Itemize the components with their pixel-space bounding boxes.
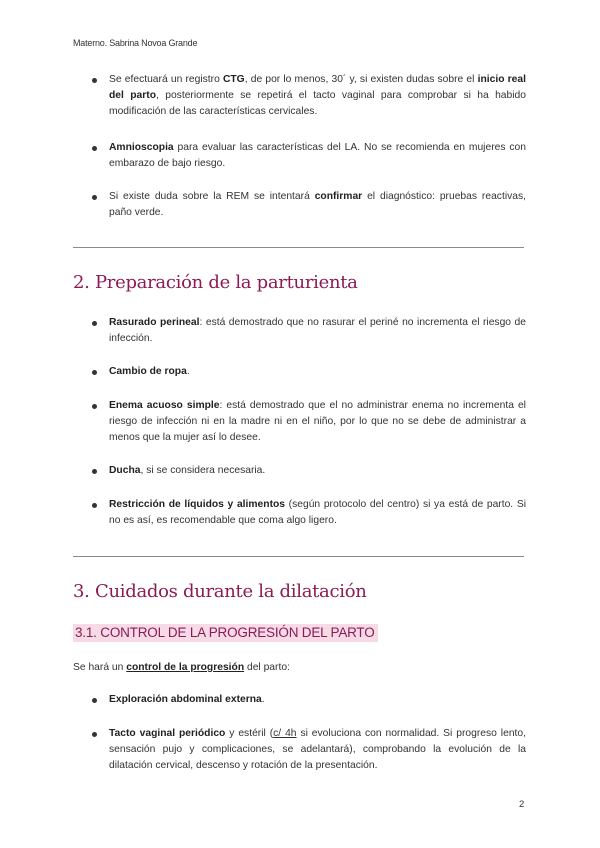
section-divider: [73, 556, 524, 557]
list-item-text: [109, 74, 526, 117]
text-run: Se hará un: [73, 662, 127, 673]
text-run: : está demostrado que el no administrar enema no incrementa el riesgo de infección ni en la madre ni en el niño, por lo que no se debe de administrar a menos que la mujer así lo desee.: [109, 400, 526, 443]
subsection-heading: 3.1. CONTROL DE LA PROGRESIÓN DEL PARTO: [73, 624, 378, 642]
text-run: .: [186, 366, 190, 377]
bullet-icon: [92, 469, 97, 474]
list-item: [109, 72, 526, 120]
list-item-text: [109, 728, 526, 771]
bullet-icon: [92, 321, 97, 326]
list-item: [109, 189, 526, 221]
list-item: [109, 726, 526, 774]
text-run: : está demostrado que no rasurar el periné no incrementa el riesgo de infección.: [109, 317, 526, 344]
list-item: [109, 364, 526, 380]
text-run: , de por lo menos, 30´ y, si existen dudas sobre el: [244, 74, 478, 85]
section2-heading: 2. Preparación de la parturienta: [73, 272, 358, 293]
text-run: , si se considera necesaria.: [140, 465, 266, 476]
bullet-icon: [92, 404, 97, 409]
emphasis-text: Enema acuoso simple: [109, 400, 220, 411]
intro-paragraph: [73, 660, 523, 676]
list-item: [109, 497, 526, 529]
emphasis-text: Exploración abdominal externa: [109, 694, 262, 705]
emphasis-text: confirmar: [314, 191, 363, 202]
list-item-text: [109, 694, 265, 705]
page-number: 2: [519, 799, 525, 810]
text-run: .: [261, 694, 265, 705]
text-run: del parto:: [244, 662, 290, 673]
emphasis-text: Ducha: [109, 465, 141, 476]
list-item-text: [109, 400, 526, 443]
list-item-text: [109, 317, 526, 344]
list-item: [109, 398, 526, 446]
text-run: Si existe duda sobre la REM se intentará: [109, 191, 315, 202]
page-header: Materno. Sabrina Novoa Grande: [73, 38, 198, 48]
section3-heading: 3. Cuidados durante la dilatación: [73, 581, 367, 602]
emphasis-text: inicio real del parto: [109, 74, 526, 101]
text-run: , posteriormente se repetirá el tacto vaginal para comprobar si ha habido modificación de las características cervicales.: [109, 90, 527, 117]
list-item-text: [109, 499, 526, 526]
bullet-icon: [92, 732, 97, 737]
bullet-icon: [92, 146, 97, 151]
list-item-text: [109, 191, 526, 218]
text-run: Se efectuará un registro: [109, 74, 223, 85]
list-item-text: [109, 465, 265, 476]
text-run: el diagnóstico: pruebas reactivas, paño verde.: [109, 191, 526, 218]
emphasis-text: Restricción de líquidos y alimentos: [109, 499, 286, 510]
list-item-text: [109, 142, 526, 169]
bullet-icon: [92, 698, 97, 703]
text-run: si evoluciona con normalidad. Si progreso lento, sensación pujo y complicaciones, se adelantará), comprobando la evolución de la dilatación cervical, descenso y rotación de la presentación.: [109, 728, 526, 771]
list-item: [109, 692, 526, 708]
emphasis-text: Rasurado perineal: [109, 317, 200, 328]
bullet-icon: [92, 195, 97, 200]
emphasis-text: CTG: [222, 74, 245, 85]
emphasis-text: Amnioscopia: [109, 142, 174, 153]
list-item: [109, 463, 526, 479]
bullet-icon: [92, 78, 97, 83]
list-item: [109, 315, 526, 347]
emphasis-text: Cambio de ropa: [109, 366, 187, 377]
section-divider: [73, 247, 524, 248]
bullet-icon: [92, 370, 97, 375]
text-run: y estéril (: [225, 728, 274, 739]
list-item-text: [109, 366, 190, 377]
emphasis-text: c/ 4h: [273, 728, 297, 739]
emphasis-text: [126, 662, 244, 673]
list-item: [109, 140, 526, 172]
text-run: (según protocolo del centro) si ya está de parto. Si no es así, es recomendable que coma algo ligero.: [109, 499, 526, 526]
text-run: para evaluar las características del LA. No se recomienda en mujeres con embarazo de bajo riesgo.: [109, 142, 526, 169]
emphasis-text: control de la progresión: [126, 662, 245, 673]
bullet-icon: [92, 503, 97, 508]
emphasis-text: Tacto vaginal periódico: [109, 728, 226, 739]
